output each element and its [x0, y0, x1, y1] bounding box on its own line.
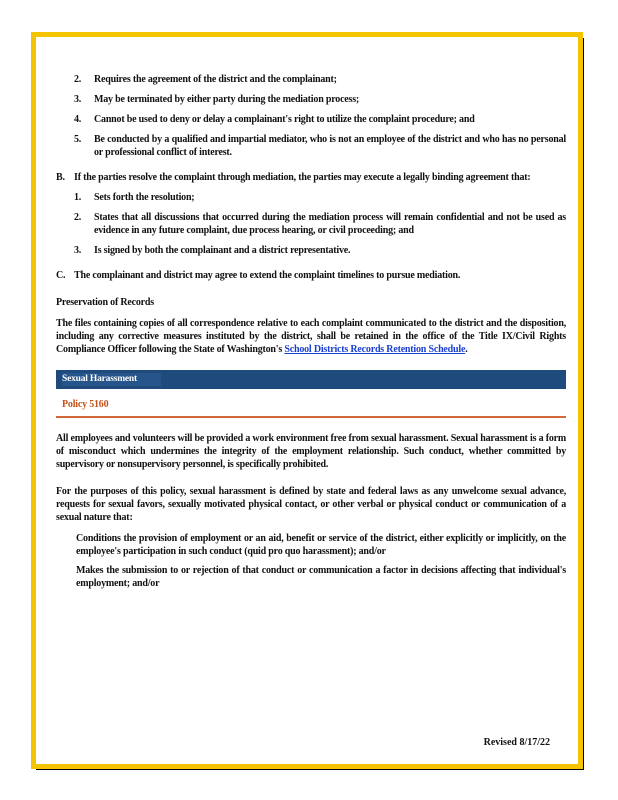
- section-b: [56, 171, 566, 184]
- bullet-text: Makes the submission to or rejection of that conduct or communication a factor in decisions affecting that individual's employment; and/or: [76, 565, 566, 589]
- list-number: 1.: [74, 192, 82, 203]
- list-text: Requires the agreement of the district and the complainant;: [94, 74, 337, 85]
- list-number: 5.: [74, 134, 82, 145]
- list-item: [56, 93, 566, 106]
- list-number: 3.: [74, 245, 82, 256]
- list-item: [56, 133, 566, 159]
- list-item: [56, 113, 566, 126]
- list-text: Be conducted by a qualified and impartial mediator, who is not an employee of the district and who has no personal or professional conflict of interest.: [94, 134, 566, 158]
- section-c: [56, 269, 566, 282]
- preservation-end: .: [465, 344, 468, 355]
- list-item: [56, 73, 566, 86]
- harassment-paragraph-1: All employees and volunteers will be provided a work environment free from sexual harassment. Sexual harassment is a form of misconduct which undermines the integrity of the employment relationship. Such conduct, whether committed by supervisory or nonsupervisory personnel, is specifically prohibited.: [56, 433, 566, 470]
- policy-number: Policy 5160: [56, 398, 566, 418]
- section-text: If the parties resolve the complaint through mediation, the parties may execute a legally binding agreement that:: [74, 172, 531, 183]
- list-text: Is signed by both the complainant and a district representative.: [94, 245, 351, 256]
- list-number: 3.: [74, 94, 82, 105]
- records-retention-link[interactable]: School Districts Records Retention Schedule: [284, 344, 466, 355]
- list-item: [56, 191, 566, 204]
- bullet-text: Conditions the provision of employment or an aid, benefit or service of the district, either explicitly or implicitly, on the employee's participation in such conduct (quid pro quo harassment); and/or: [76, 533, 566, 557]
- preservation-paragraph: [56, 317, 566, 356]
- preservation-text: The files containing copies of all correspondence relative to each complaint communicated to the district and the disposition, including any corrective measures instituted by the district, shall be retained in the office of the Title IX/Civil Rights Compliance Officer following the State of Washington's: [56, 318, 566, 355]
- list-text: Cannot be used to deny or delay a complainant's right to utilize the complaint procedure; and: [94, 114, 475, 125]
- document-content: [56, 73, 566, 596]
- bullet-item: [56, 564, 566, 590]
- list-text: Sets forth the resolution;: [94, 192, 195, 203]
- harassment-paragraph-2: For the purposes of this policy, sexual harassment is defined by state and federal laws as any unwelcome sexual advance, requests for sexual favors, sexually motivated physical contact, or other verbal or physical conduct or communication of a sexual nature that:: [56, 486, 566, 523]
- section-header-title: Sexual Harassment: [62, 373, 161, 386]
- document-page: [31, 32, 583, 769]
- list-number: 2.: [74, 74, 82, 85]
- section-letter: C.: [56, 270, 66, 281]
- list-item: [56, 244, 566, 257]
- section-header-bar: [56, 370, 566, 389]
- revised-date: Revised 8/17/22: [483, 737, 550, 748]
- list-number: 4.: [74, 114, 82, 125]
- list-text: May be terminated by either party during the mediation process;: [94, 94, 360, 105]
- section-letter: B.: [56, 172, 65, 183]
- list-number: 2.: [74, 212, 82, 223]
- bullet-item: [56, 532, 566, 558]
- list-text: States that all discussions that occurred during the mediation process will remain confidential and not be used as evidence in any future complaint, due process hearing, or civil proceeding; and: [94, 212, 566, 236]
- list-item: [56, 211, 566, 237]
- preservation-heading: Preservation of Records: [56, 297, 154, 308]
- section-text: The complainant and district may agree to extend the complaint timelines to pursue mediation.: [74, 270, 461, 281]
